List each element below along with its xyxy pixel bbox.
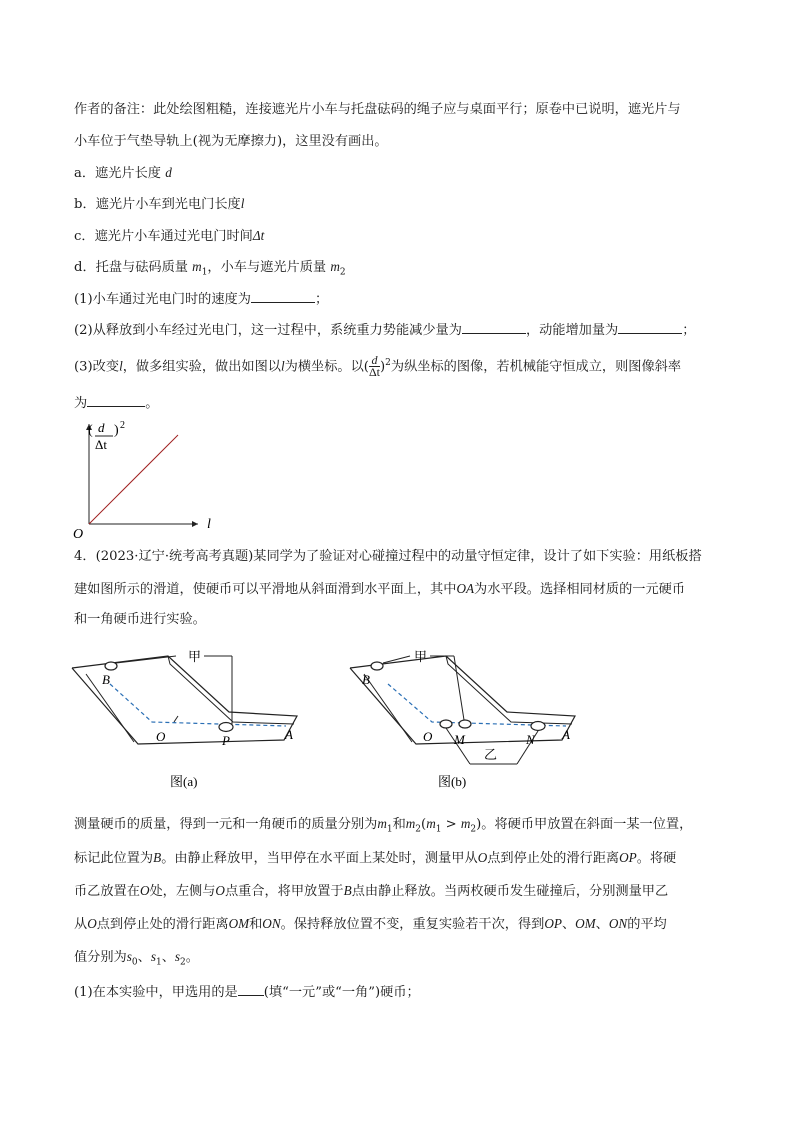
p5-text-2c: 点到停止处的滑行距离 — [487, 851, 620, 866]
label-o-a: O — [156, 729, 166, 744]
p5-b-3: B — [343, 883, 352, 898]
p5-s1v: s — [150, 949, 156, 964]
graph-origin: O — [73, 527, 84, 538]
p5-s1c: 1 — [435, 824, 442, 835]
p5-line2 — [74, 849, 676, 868]
p5-text-4e: 的平均 — [627, 917, 667, 932]
pointer-line — [116, 656, 176, 663]
caption-b: 图(b) — [438, 774, 467, 789]
p5-s2v-sub: 2 — [180, 957, 186, 968]
p5-s2c: 2 — [470, 824, 477, 835]
p5-text-3c: 点重合，将甲放置于 — [224, 884, 344, 899]
p5-paren: ( — [421, 817, 427, 832]
p5-om: OM — [228, 916, 250, 931]
p5-s2: 2 — [415, 824, 422, 835]
item-b — [74, 195, 244, 214]
ramp-edge — [446, 656, 572, 724]
p5-text-4c: 和 — [249, 917, 263, 932]
item-d — [74, 258, 346, 282]
question-3 — [74, 350, 681, 380]
item-a-text: a．遮光片长度 — [74, 166, 161, 181]
p5-o-3: O — [139, 883, 150, 898]
answer-blank-q4-1[interactable] — [238, 983, 264, 996]
p5-o: O — [477, 850, 488, 865]
label-yi-b: 乙 — [484, 747, 498, 762]
p5-m2: m — [405, 816, 416, 831]
p4-var-oa: OA — [456, 581, 475, 596]
question-1 — [74, 290, 328, 309]
q2-end: ； — [682, 323, 696, 338]
p4-text-3: 和一角硬币进行实验。 — [74, 612, 206, 627]
p5-close: )。将硬币甲放置在斜面一某一位置， — [476, 817, 693, 832]
answer-blank-q3[interactable] — [87, 394, 145, 407]
graph-x-label: l — [207, 517, 211, 532]
linear-graph — [66, 418, 236, 538]
q3-var-2: l — [280, 358, 285, 374]
p5-text-4d: 。保持释放位置不变，重复实验若干次，得到 — [280, 917, 545, 932]
label-n-b: N — [526, 732, 535, 747]
item-d-text2: ，小车与遮光片质量 — [207, 260, 327, 275]
p5-text-2a: 标记此位置为 — [74, 851, 154, 866]
label-a-a: A — [285, 727, 293, 742]
note-text: 作者的备注：此处绘图粗糙，连接遮光片小车与托盘砝码的绳子应与桌面平行；原卷中已说明，遮光片与 — [74, 102, 681, 117]
q4-1-text-a: (1)在本实验中，甲选用的是 — [74, 985, 238, 1000]
q2-text: (2)从释放到小车经过光电门，这一过程中，系统重力势能减少量为 — [74, 323, 462, 338]
p5-s2v: s — [174, 949, 181, 964]
p5-o-4: O — [87, 916, 97, 931]
p5-m2c: m — [460, 816, 471, 831]
p5-sep-4b: 、 — [595, 917, 609, 932]
answer-blank-q2b[interactable] — [618, 321, 682, 334]
p5-s0: s — [126, 949, 132, 964]
p5-gt: > — [441, 817, 461, 832]
p5-line5 — [74, 948, 199, 972]
coin-yi-stop — [531, 722, 545, 731]
graph-y-den: Δt — [95, 437, 107, 452]
problem-4-line3 — [74, 611, 206, 629]
q4-1-text-b: (填“一元”或“一角”)硬币； — [263, 985, 420, 1000]
p5-b: B — [153, 850, 162, 865]
q3-var: l — [119, 358, 123, 374]
q3-text-d: ) — [380, 359, 386, 375]
q3-frac-num: d — [369, 355, 380, 367]
p5-text-5a: 值分别为 — [74, 950, 127, 965]
q3-line2-text: 为 — [74, 396, 88, 411]
item-d-var2: m — [330, 259, 340, 274]
p5-m1: m — [377, 816, 387, 831]
pointer-line-3 — [454, 656, 464, 720]
p5-m1c: m — [426, 816, 436, 831]
p5-sep-4a: 、 — [561, 917, 576, 932]
label-jia-b: 甲 — [414, 649, 428, 664]
item-d-var1: m — [192, 259, 202, 274]
question-3-line2 — [74, 394, 158, 413]
label-p-a: P — [222, 733, 230, 748]
p5-on: ON — [262, 916, 281, 931]
p5-sep-5a: 、 — [137, 950, 151, 965]
q3-fraction — [369, 355, 380, 378]
q3-text-c: 为横坐标。以( — [284, 359, 369, 375]
label-m-b: M — [454, 732, 465, 747]
graph-y-num: d — [98, 420, 105, 435]
figure-b — [342, 644, 592, 794]
p5-text-3b: 处，左侧与 — [149, 884, 216, 899]
coin-jia-stop — [219, 723, 233, 732]
coin-yi-initial — [440, 720, 452, 728]
p5-line3 — [74, 882, 668, 901]
item-a-var: d — [165, 165, 172, 180]
p4-text-2b: 为水平段。选择相同材质的一元硬币 — [474, 582, 686, 597]
label-jia-a: 甲 — [188, 649, 202, 664]
q3-text-b: ，做多组实验，做出如图以 — [122, 359, 281, 375]
ramp-outline-top — [350, 656, 575, 744]
coin-jia-stop — [459, 720, 471, 728]
q1-text: (1)小车通过光电门时的速度为 — [74, 292, 251, 307]
item-c-var: Δt — [252, 228, 265, 243]
author-note-line1 — [74, 101, 681, 119]
p4-text-2a: 建如图所示的滑道，使硬币可以平滑地从斜面滑到水平面上，其中 — [74, 582, 457, 597]
p5-and: 和 — [392, 817, 406, 832]
coin-jia-start — [371, 662, 383, 670]
item-a — [74, 164, 172, 183]
problem-4-line2 — [74, 580, 685, 599]
p4-text-1: 4．(2023·辽宁·统考高考真题)某同学为了验证对心碰撞过程中的动量守恒定律，设计了如下实验：用纸板搭 — [74, 549, 702, 564]
ramp-edge — [168, 656, 294, 724]
label-a-b: A — [562, 727, 570, 742]
q4-1 — [74, 983, 420, 1002]
p5-om-4: OM — [575, 916, 596, 931]
item-d-sub1: 1 — [201, 267, 208, 278]
item-b-text: b．遮光片小车到光电门长度 — [74, 197, 241, 212]
q3-text-a: (3)改变 — [74, 359, 120, 375]
p5-s0-sub: 0 — [131, 957, 138, 968]
answer-blank-q1[interactable] — [251, 290, 315, 303]
p5-text-4b: 点到停止处的滑行距离 — [96, 917, 229, 932]
p5-text-3a: 币乙放置在 — [74, 884, 140, 899]
answer-blank-q2a[interactable] — [462, 321, 526, 334]
p5-o-3b: O — [215, 883, 225, 898]
item-b-var: l — [240, 196, 245, 211]
q3-line2-end: 。 — [145, 396, 159, 411]
item-d-sub2: 2 — [339, 267, 346, 278]
problem-4-line1 — [74, 548, 702, 566]
q3-sup: 2 — [385, 358, 391, 368]
q2-mid: ，动能增加量为 — [525, 323, 619, 338]
p5-text-2d: 。将硬 — [636, 851, 677, 866]
p5-line1 — [74, 815, 692, 839]
q3-frac-den: Δt — [368, 365, 380, 380]
p5-line4 — [74, 915, 667, 934]
label-o-b: O — [423, 729, 433, 744]
o-tick — [174, 716, 178, 722]
p5-op-4: OP — [544, 916, 562, 931]
p5-s1v-sub: 1 — [155, 957, 162, 968]
coin-jia-start — [105, 662, 117, 670]
caption-a: 图(a) — [170, 774, 198, 789]
p5-text-1a: 测量硬币的质量，得到一元和一角硬币的质量分别为 — [74, 817, 378, 832]
question-2 — [74, 321, 695, 340]
p5-text-4a: 从 — [74, 917, 88, 932]
label-b-b: B — [362, 672, 370, 687]
q1-end: ； — [314, 292, 329, 307]
p5-s1: 1 — [386, 824, 393, 835]
q3-text-e: 为纵坐标的图像，若机械能守恒成立，则图像斜率 — [390, 359, 682, 375]
label-b-a: B — [102, 672, 110, 687]
p5-text-5-end: 。 — [185, 950, 199, 965]
p5-text-2b: 。由静止释放甲，当甲停在水平面上某处时，测量甲从 — [161, 851, 478, 866]
p5-on-4: ON — [608, 916, 628, 931]
item-d-text1: d．托盘与砝码质量 — [74, 260, 188, 275]
p5-text-3d: 点由静止释放。当两枚硬币发生碰撞后，分别测量甲乙 — [351, 884, 669, 899]
ramp-outline-top — [72, 656, 297, 744]
graph-y-sup: 2 — [120, 420, 125, 431]
author-note-line2 — [74, 133, 388, 151]
item-c — [74, 227, 264, 246]
p5-sep-5b: 、 — [161, 950, 175, 965]
p5-op: OP — [619, 850, 637, 865]
y-paren-open: ( — [88, 423, 93, 438]
figure-a — [64, 644, 314, 794]
item-c-text: c．遮光片小车通过光电门时间 — [74, 229, 253, 244]
y-paren-close: ) — [114, 423, 119, 438]
note-text-2: 小车位于气垫导轨上(视为无摩擦力)，这里没有画出。 — [74, 134, 388, 149]
